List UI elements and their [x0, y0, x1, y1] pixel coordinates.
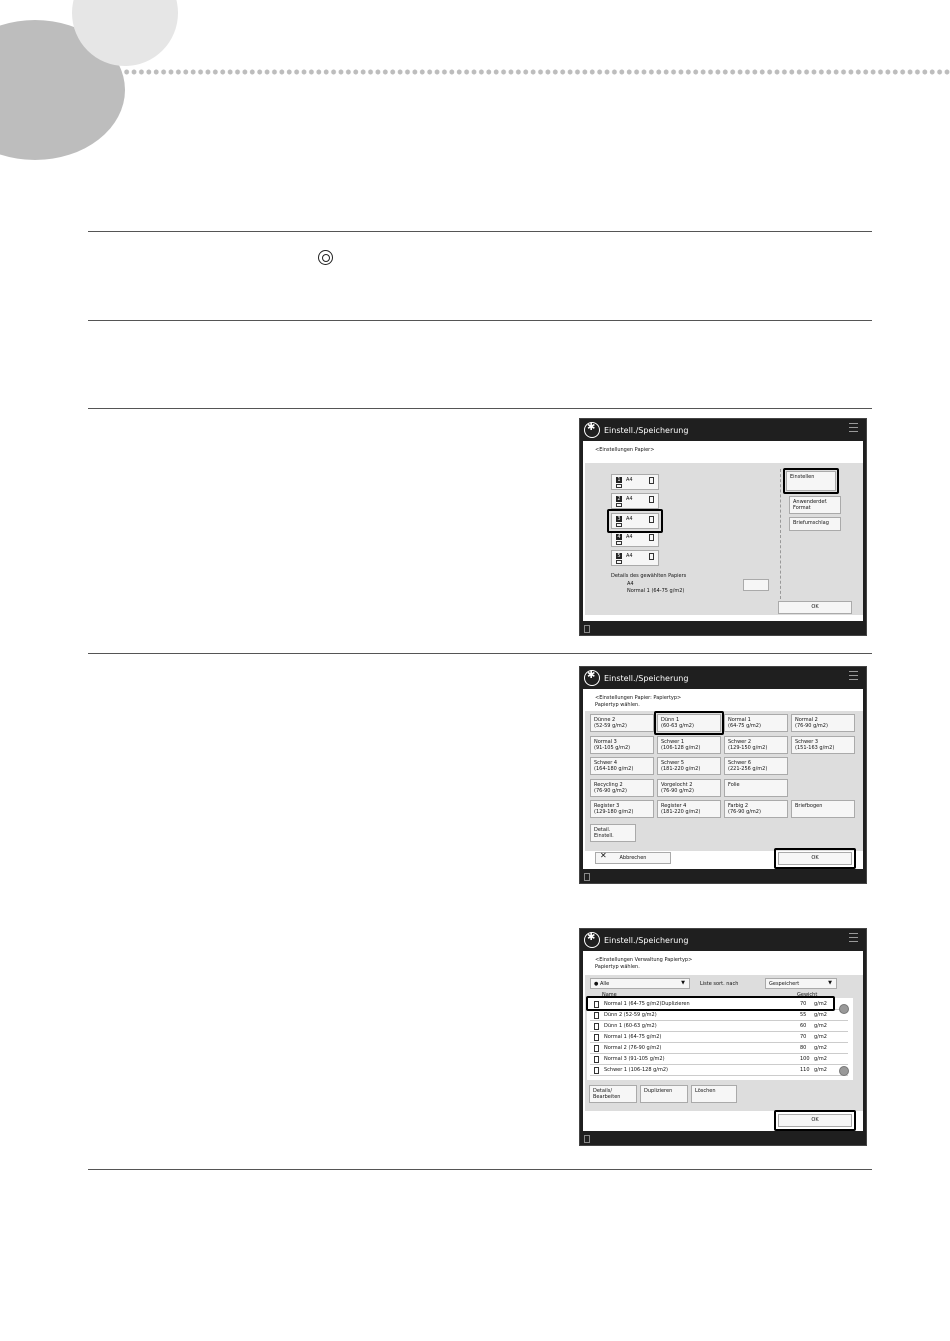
type-letterhead[interactable]: Briefbogen — [791, 800, 855, 818]
type-recycled2[interactable]: Recycling 2 (76-90 g/m2) — [590, 779, 654, 797]
close-icon: ✕ — [600, 851, 607, 860]
highlight-set-button — [783, 468, 839, 494]
type-transparency[interactable]: Folie — [724, 779, 788, 797]
chevron-down-icon: ▼ — [681, 980, 685, 986]
list-item[interactable]: Normal 1 (64-75 g/m2)Duplizieren 70 g/m2 — [590, 999, 848, 1010]
type-heavy6[interactable]: Schwer 6 (221-256 g/m2) — [724, 757, 788, 775]
type-heavy2[interactable]: Schwer 2 (129-150 g/m2) — [724, 736, 788, 754]
highlight-ok-button — [774, 1110, 856, 1131]
custom-size-button[interactable]: Anwenderdef. Format — [789, 496, 841, 514]
type-normal2[interactable]: Normal 2 (76-90 g/m2) — [791, 714, 855, 732]
screen-header: <Einstellungen Papier> — [595, 447, 655, 453]
filter-select[interactable] — [590, 978, 690, 989]
divider-5 — [88, 1169, 872, 1170]
scroll-down-button[interactable] — [839, 1066, 849, 1076]
type-normal3[interactable]: Normal 3 (91-105 g/m2) — [590, 736, 654, 754]
details-type: Normal 1 (64-75 g/m2) — [627, 588, 685, 594]
details-size: A4 — [627, 581, 634, 587]
highlight-first-row — [586, 996, 835, 1011]
status-icon — [584, 625, 590, 633]
info-icon: ● — [594, 981, 600, 987]
tray-info-button[interactable] — [743, 579, 769, 591]
list-panel — [585, 975, 863, 1111]
type-heavy5[interactable]: Schwer 5 (181-220 g/m2) — [657, 757, 721, 775]
separator — [780, 469, 781, 599]
cancel-label: Abbrechen — [619, 855, 647, 861]
divider-2 — [88, 320, 872, 321]
screen-header: <Einstellungen Verwaltung Papiertyp> Papiertyp wählen. — [595, 957, 693, 970]
menu-icon[interactable] — [849, 933, 858, 942]
details-label: Details des gewählten Papiers — [611, 573, 687, 579]
sort-select[interactable] — [765, 978, 837, 989]
details-edit-button[interactable]: Details/ Bearbeiten — [589, 1085, 637, 1103]
tray-2[interactable]: 2 A4 — [611, 493, 659, 509]
type-thin2[interactable]: Dünne 2 (52-59 g/m2) — [590, 714, 654, 732]
list-item[interactable]: Normal 3 (91-105 g/m2) 100 g/m2 — [590, 1054, 848, 1065]
sort-label: Liste sort. nach — [700, 981, 739, 987]
sort-value: Gespeichert — [769, 981, 800, 987]
ok-button[interactable]: OK — [778, 601, 852, 614]
delete-button[interactable]: Löschen — [691, 1085, 737, 1103]
screen-title: Einstell./Speicherung — [604, 935, 689, 945]
title-bar — [580, 419, 866, 441]
list-item[interactable]: Normal 2 (76-90 g/m2) 80 g/m2 — [590, 1043, 848, 1054]
tray-4[interactable]: 4 A4 — [611, 531, 659, 547]
type-thin1[interactable]: Dünn 1 (60-63 g/m2) — [657, 714, 721, 732]
type-normal1[interactable]: Normal 1 (64-75 g/m2) — [724, 714, 788, 732]
status-icon — [584, 1135, 590, 1143]
divider-4 — [88, 653, 872, 654]
chevron-down-icon: ▼ — [828, 980, 832, 986]
menu-icon[interactable] — [849, 423, 858, 432]
column-name: Name — [602, 992, 617, 998]
tray-panel — [585, 463, 863, 615]
highlight-ok-button — [774, 848, 856, 869]
type-heavy4[interactable]: Schwer 4 (164-180 g/m2) — [590, 757, 654, 775]
highlight-thin1 — [654, 711, 724, 735]
screenshot-paper-type-management — [579, 928, 867, 1146]
filter-value: Alle — [599, 981, 610, 987]
type-color2[interactable]: Farbig 2 (76-90 g/m2) — [724, 800, 788, 818]
type-tab3[interactable]: Register 3 (129-180 g/m2) — [590, 800, 654, 818]
ok-button[interactable]: OK — [778, 1114, 852, 1127]
status-icon — [584, 873, 590, 881]
screen-title: Einstell./Speicherung — [604, 425, 689, 435]
tray-5[interactable]: 5 A4 — [611, 550, 659, 566]
set-button[interactable]: Einstellen — [786, 471, 836, 491]
title-bar — [580, 667, 866, 689]
settings-logo-icon — [584, 932, 600, 948]
type-prepunched2[interactable]: Vorgelocht 2 (76-90 g/m2) — [657, 779, 721, 797]
column-weight: Gewicht — [797, 992, 818, 998]
divider-3 — [88, 408, 872, 409]
list-item[interactable]: Dünn 2 (52-59 g/m2) 55 g/m2 — [590, 1010, 848, 1021]
cancel-button[interactable] — [595, 852, 671, 864]
title-bar — [580, 929, 866, 951]
envelope-button[interactable]: Briefumschlag — [789, 517, 841, 531]
list-item[interactable]: Normal 1 (64-75 g/m2) 70 g/m2 — [590, 1032, 848, 1043]
type-heavy1[interactable]: Schwer 1 (106-128 g/m2) — [657, 736, 721, 754]
scroll-up-button[interactable] — [839, 1004, 849, 1014]
screen-header: <Einstellungen Papier: Papiertyp> Papiertyp wählen. — [595, 695, 682, 708]
type-panel — [585, 711, 863, 851]
list-item[interactable]: Schwer 1 (106-128 g/m2) 110 g/m2 — [590, 1065, 848, 1076]
settings-key-icon — [318, 250, 333, 265]
type-tab4[interactable]: Register 4 (181-220 g/m2) — [657, 800, 721, 818]
list-item[interactable]: Dünn 1 (60-63 g/m2) 60 g/m2 — [590, 1021, 848, 1032]
menu-icon[interactable] — [849, 671, 858, 680]
type-heavy3[interactable]: Schwer 3 (151-163 g/m2) — [791, 736, 855, 754]
tray-3[interactable]: 3 A4 — [611, 513, 659, 529]
tray-1[interactable]: 1 A4 — [611, 474, 659, 490]
highlight-tray-3 — [607, 509, 663, 533]
divider-1 — [88, 231, 872, 232]
settings-logo-icon — [584, 670, 600, 686]
screen-title: Einstell./Speicherung — [604, 673, 689, 683]
screenshot-paper-type — [579, 666, 867, 884]
duplicate-button[interactable]: Duplizieren — [640, 1085, 688, 1103]
screenshot-paper-settings — [579, 418, 867, 636]
detail-settings-button[interactable]: Detail. Einstell. — [590, 824, 636, 842]
ok-button[interactable]: OK — [778, 852, 852, 865]
dotted-rule — [86, 69, 950, 75]
settings-logo-icon — [584, 422, 600, 438]
